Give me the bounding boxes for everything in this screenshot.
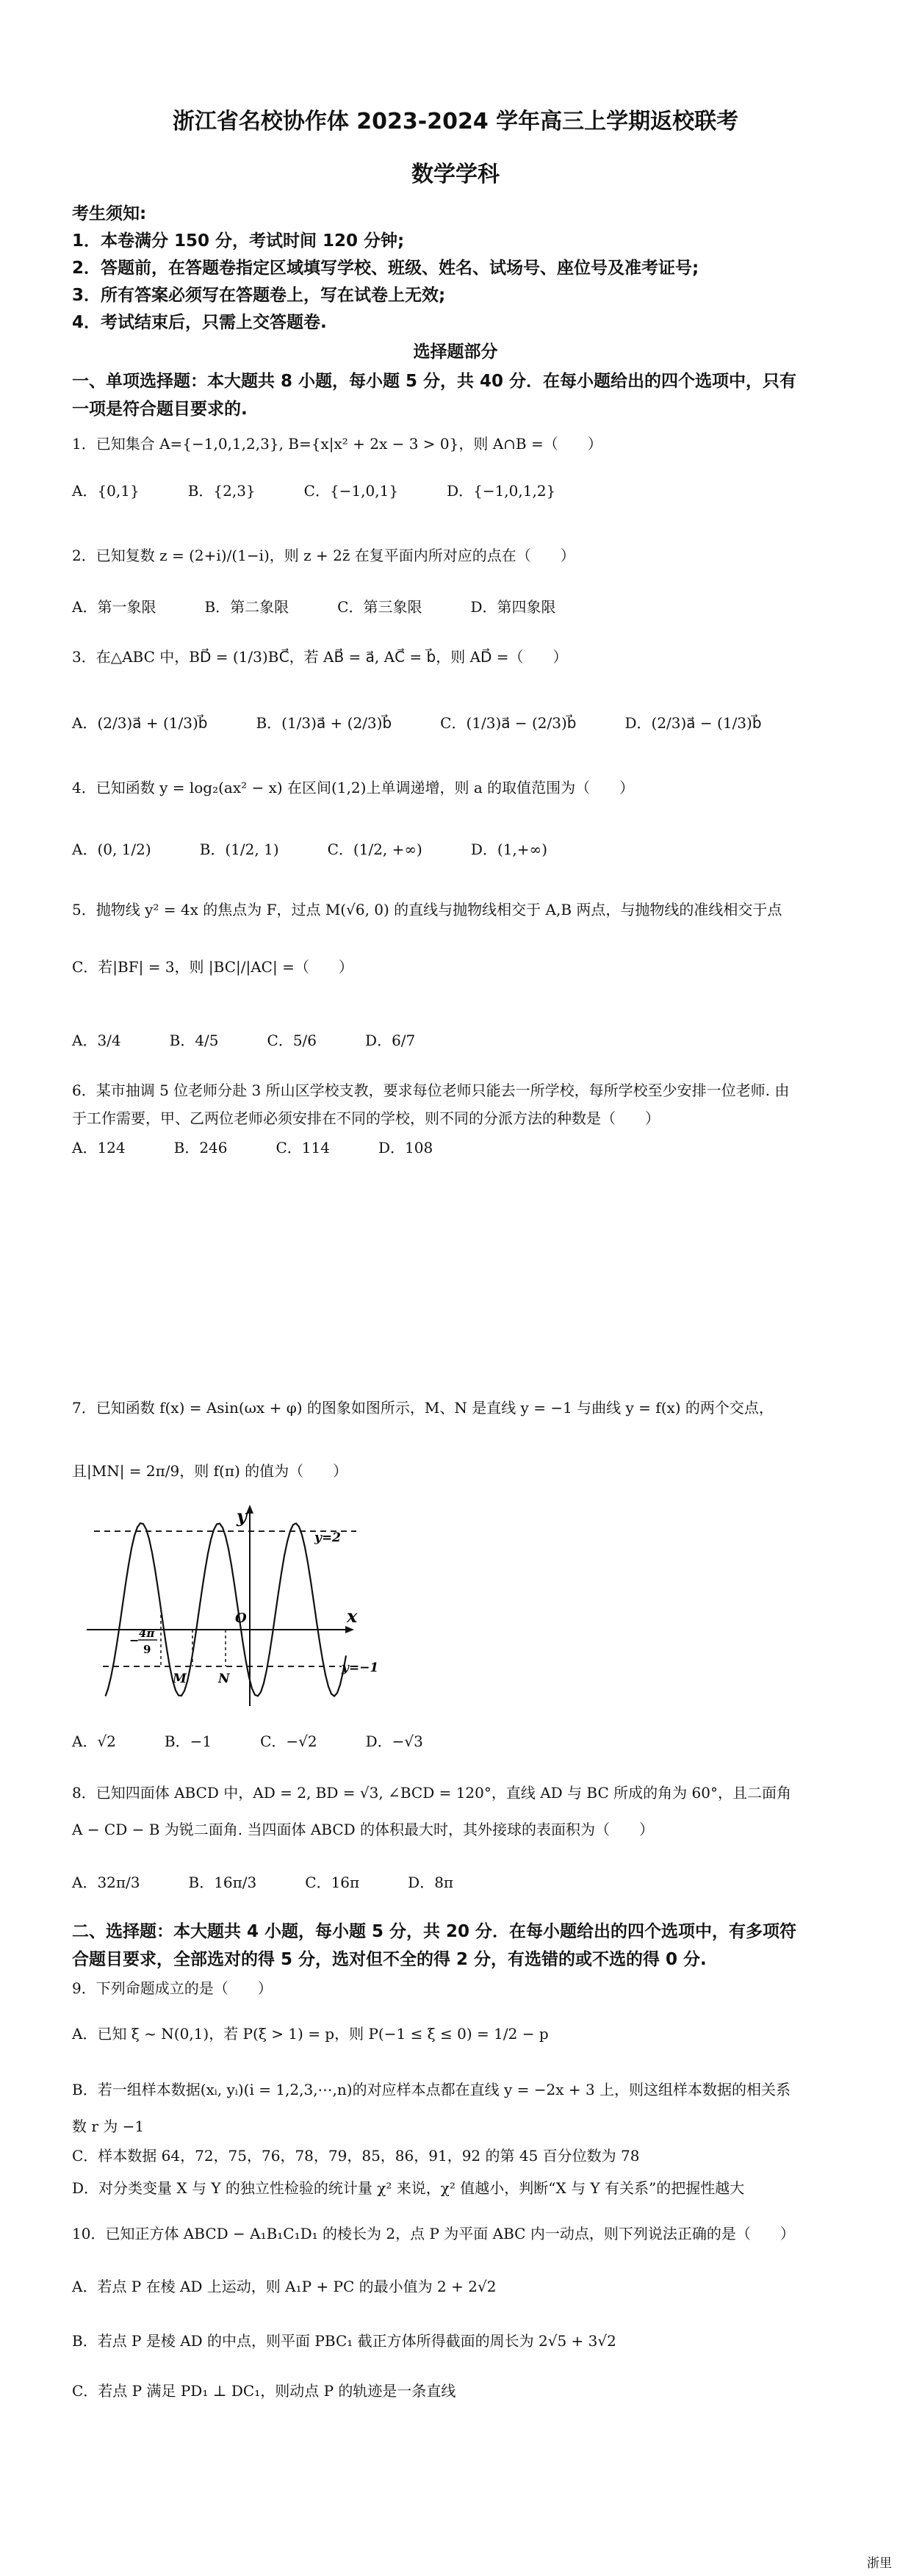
question-5: 5．抛物线 y² = 4x 的焦点为 F，过点 M(√6, 0) 的直线与抛物线相交于 A,B 两点，与抛物线的准线相交于点 — [72, 901, 782, 918]
line-label-y2: y=2 — [314, 1530, 341, 1545]
option-b: B．第二象限 — [204, 598, 289, 616]
notice-item: 1．本卷满分 150 分，考试时间 120 分钟; — [72, 231, 405, 251]
question-6-options — [72, 1136, 481, 1157]
exam-title: 浙江省名校协作体 2023-2024 学年高三上学期返校联考 — [172, 109, 739, 134]
question-8-cont: A − CD − B 为锐二面角. 当四面体 ABCD 的体积最大时，其外接球的表面积为（ ） — [72, 1821, 655, 1838]
point-m-label: M — [173, 1672, 187, 1686]
option-a: A．(0, 1/2) — [72, 841, 151, 858]
tick-sign: − — [129, 1633, 140, 1647]
question-9-option-d: D．对分类变量 X 与 Y 的独立性检验的统计量 χ² 来说，χ² 值越小，判断“X 与 Y 有关系”的把握性越大 — [72, 2179, 745, 2197]
section1-heading-cont: 一项是符合题目要求的. — [72, 400, 248, 419]
question-7-cont: 且|MN| = 2π/9，则 f(π) 的值为（ ） — [72, 1462, 348, 1480]
question-5-cont: C．若|BF| = 3，则 |BC|/|AC| =（ ） — [72, 958, 353, 976]
question-10-option-b: B．若点 P 是棱 AD 的中点，则平面 PBC₁ 截正方体所得截面的周长为 2√5 + 3√2 — [72, 2332, 616, 2350]
section1-heading: 一、单项选择题：本大题共 8 小题，每小题 5 分，共 40 分．在每小题给出的四个选项中，只有 — [72, 372, 797, 391]
question-9-option-c: C．样本数据 64，72，75，76，78，79，85，86，91，92 的第 45 百分位数为 78 — [72, 2147, 640, 2165]
option-b: B．−1 — [164, 1733, 212, 1750]
section2-heading-cont: 合题目要求，全部选对的得 5 分，选对但不全的得 2 分，有选错的或不选的得 0 分. — [72, 1950, 707, 1969]
question-8-options — [72, 1871, 502, 1892]
option-d: D．6/7 — [365, 1032, 416, 1049]
question-6-cont: 于工作需要，甲、乙两位老师必须安排在不同的学校，则不同的分派方法的种数是（ ） — [72, 1109, 660, 1127]
section2-heading: 二、选择题：本大题共 4 小题，每小题 5 分，共 20 分．在每小题给出的四个选项中，有多项符 — [72, 1922, 797, 1941]
option-c: C．16π — [305, 1874, 360, 1891]
notice-item: 3．所有答案必须写在答题卷上，写在试卷上无效; — [72, 286, 446, 305]
option-a: A．(2/3)a⃗ + (1/3)b⃗ — [72, 714, 208, 732]
option-b: B．4/5 — [169, 1032, 219, 1049]
option-d: D．(2/3)a⃗ − (1/3)b⃗ — [624, 714, 762, 732]
x-axis-arrow — [345, 1626, 354, 1633]
origin-label: O — [235, 1611, 247, 1626]
option-d: D．(1,+∞) — [470, 841, 547, 858]
option-c: C．−√2 — [260, 1733, 317, 1750]
option-d: D．108 — [378, 1139, 433, 1156]
question-1: 1．已知集合 A={−1,0,1,2,3}, B={x|x² + 2x − 3 > 0}，则 A∩B =（ ） — [72, 435, 602, 453]
point-n-label: N — [218, 1672, 230, 1686]
question-9-option-b: B．若一组样本数据(xᵢ, yᵢ)(i = 1,2,3,⋯,n)的对应样本点都在直线 y = −2x + 3 上，则这组样本数据的相关系 — [72, 2081, 791, 2098]
question-2: 2．已知复数 z = (2+i)/(1−i)，则 z + 2z̄ 在复平面内所对应的点在（ ） — [72, 547, 575, 564]
question-9-option-b-cont: 数 r 为 −1 — [72, 2118, 145, 2135]
option-a: A．3/4 — [72, 1032, 121, 1049]
option-a: A．124 — [72, 1139, 126, 1156]
question-3-options — [72, 711, 810, 733]
x-axis-label: x — [347, 1605, 358, 1627]
option-c: C．5/6 — [267, 1032, 317, 1049]
option-d: D．第四象限 — [470, 598, 556, 616]
question-3: 3．在△ABC 中，BD⃗ = (1/3)BC⃗，若 AB⃗ = a⃗, AC⃗ = b⃗，则 AD⃗ =（ ） — [72, 648, 568, 666]
notice-item: 4．考试结束后，只需上交答题卷. — [72, 313, 327, 332]
option-c: C．第三象限 — [337, 598, 422, 616]
line-label-yneg1: y=−1 — [342, 1661, 379, 1675]
sine-graph-figure — [81, 1499, 379, 1712]
option-b: B．16π/3 — [188, 1874, 257, 1891]
y-axis-label: y — [237, 1505, 247, 1527]
option-d: D．−√3 — [365, 1733, 423, 1750]
option-d: D．{−1,0,1,2} — [447, 482, 556, 500]
option-b: B．246 — [173, 1139, 228, 1156]
option-d: D．8π — [408, 1874, 454, 1891]
option-c: C．(1/3)a⃗ − (2/3)b⃗ — [440, 714, 577, 732]
notice-heading: 考生须知: — [72, 204, 147, 223]
footer-corner-text: 浙里 — [867, 2556, 892, 2571]
option-b: B．(1/2, 1) — [199, 841, 279, 858]
question-10-option-a: A．若点 P 在棱 AD 上运动，则 A₁P + PC 的最小值为 2 + 2√2 — [72, 2278, 497, 2295]
question-5-options — [72, 1029, 464, 1050]
subject-title: 数学学科 — [411, 162, 500, 187]
question-8: 8．已知四面体 ABCD 中，AD = 2, BD = √3, ∠BCD = 120°，直线 AD 与 BC 所成的角为 60°，且二面角 — [72, 1784, 791, 1802]
tick-numerator: 4π — [139, 1627, 155, 1640]
option-c: C．114 — [276, 1139, 330, 1156]
question-2-options — [72, 595, 605, 616]
y-axis-arrow — [246, 1505, 253, 1514]
part1-title: 选择题部分 — [413, 342, 498, 361]
option-b: B．{2,3} — [187, 482, 256, 500]
option-a: A．第一象限 — [72, 598, 156, 616]
sine-curve — [106, 1523, 347, 1696]
option-a: A．√2 — [72, 1733, 116, 1750]
notice-item: 2．答题前，在答题卷指定区域填写学校、班级、姓名、试场号、座位号及准考证号; — [72, 259, 699, 278]
question-9-option-a: A．已知 ξ ~ N(0,1)，若 P(ξ > 1) = p，则 P(−1 ≤ ξ ≤ 0) = 1/2 − p — [72, 2025, 549, 2043]
question-9: 9．下列命题成立的是（ ） — [72, 1979, 273, 1997]
question-1-options — [72, 479, 604, 500]
question-6: 6．某市抽调 5 位老师分赴 3 所山区学校支教，要求每位老师只能去一所学校，每所学校至少安排一位老师. 由 — [72, 1082, 790, 1099]
option-a: A．32π/3 — [72, 1874, 140, 1891]
question-7-options — [72, 1730, 472, 1751]
question-4: 4．已知函数 y = log₂(ax² − x) 在区间(1,2)上单调递增，则 a 的取值范围为（ ） — [72, 779, 635, 796]
question-10-option-c: C．若点 P 满足 PD₁ ⊥ DC₁，则动点 P 的轨迹是一条直线 — [72, 2382, 456, 2400]
option-a: A．{0,1} — [72, 482, 140, 500]
option-c: C．{−1,0,1} — [303, 482, 399, 500]
question-10: 10．已知正方体 ABCD − A₁B₁C₁D₁ 的棱长为 2，点 P 为平面 ABC 内一动点，则下列说法正确的是（ ） — [72, 2225, 795, 2242]
option-b: B．(1/3)a⃗ + (2/3)b⃗ — [256, 714, 392, 732]
option-c: C．(1/2, +∞) — [327, 841, 422, 858]
tick-denominator: 9 — [143, 1643, 151, 1656]
question-4-options — [72, 838, 596, 859]
question-7: 7．已知函数 f(x) = Asin(ωx + φ) 的图象如图所示，M、N 是直线 y = −1 与曲线 y = f(x) 的两个交点， — [72, 1399, 774, 1417]
